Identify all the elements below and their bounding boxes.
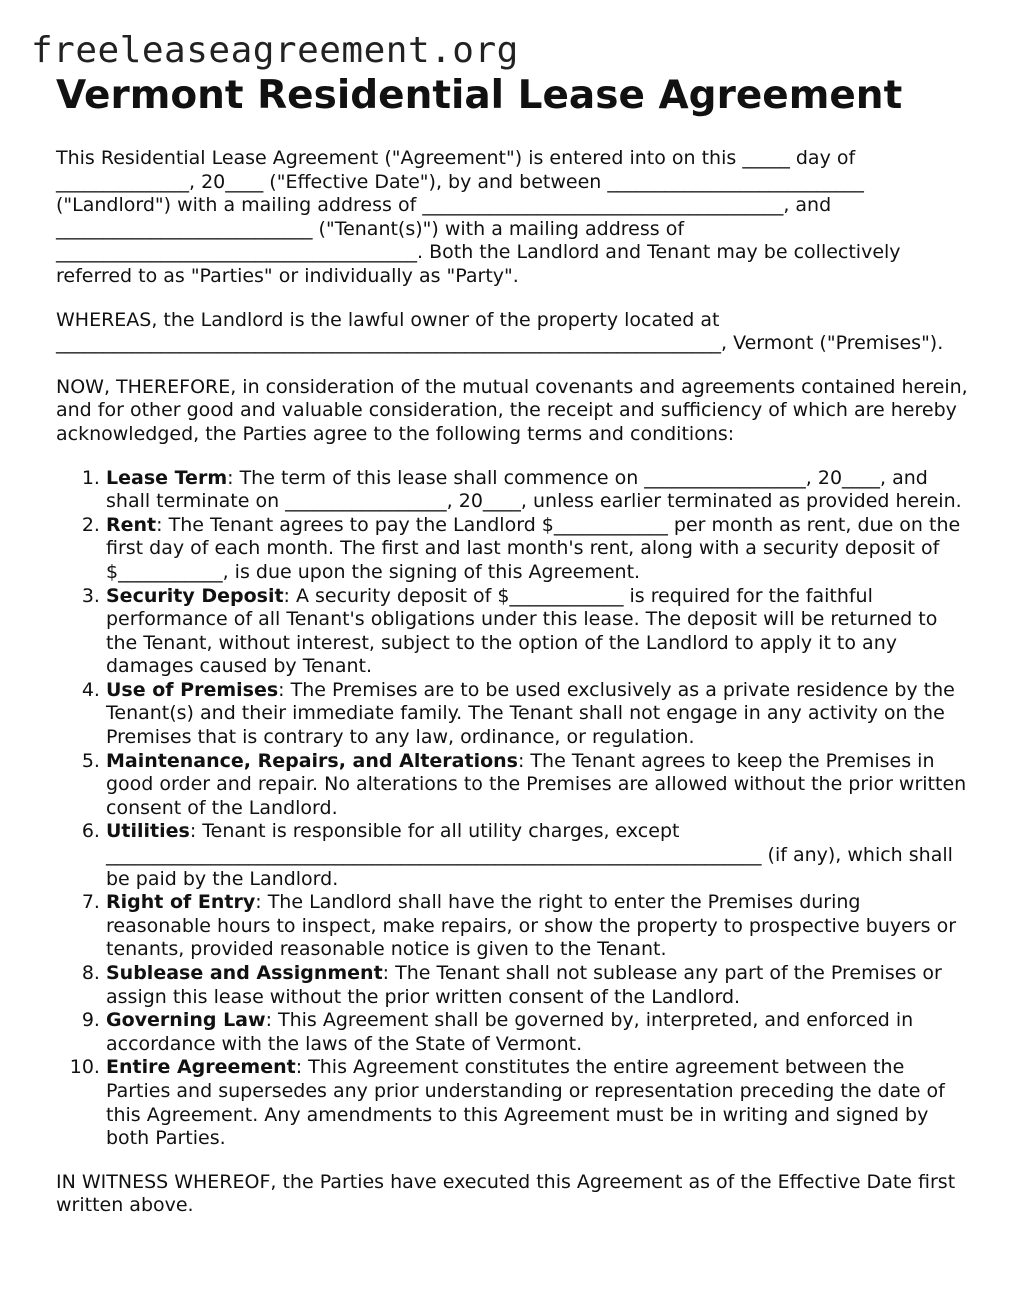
term-text: : This Agreement constitutes the entire agreement between the Parties and supersedes any prior understanding or representation preceding the date of this Agreement. Any amendments to this Agreement must be in writing and signed by both Parties. xyxy=(106,1056,945,1150)
whereas-paragraph: WHEREAS, the Landlord is the lawful owner of the property located at ______________________________________________________________________, Vermont ("Premises"). xyxy=(56,308,944,355)
term-text: : The term of this lease shall commence on _________________, 20____, and shall terminate on _________________, 20____, unless earlier terminated as provided herein. xyxy=(106,466,962,513)
term-item xyxy=(106,467,971,514)
intro-paragraph: This Residential Lease Agreement ("Agreement") is entered into on this _____ day of ______________, 20____ ("Effective Date"), by and between ___________________________ ("Landlord") with a mailing address of ______________________________________, and ___________________________ ("Tenant(s)") with a mailing address of ______________________________________. Both the Landlord and Tenant may be collectively referred to as "Parties" or individually as "Party". xyxy=(56,147,901,287)
term-heading: Utilities xyxy=(106,820,190,843)
term-item xyxy=(106,514,971,585)
term-text: : Tenant is responsible for all utility charges, except _____________________________________________________________________ (if any), which shall be paid by the Landlord. xyxy=(106,820,953,890)
term-item xyxy=(106,820,971,891)
term-item xyxy=(106,1056,971,1150)
term-heading: Maintenance, Repairs, and Alterations xyxy=(106,749,518,772)
term-item xyxy=(106,679,971,750)
term-heading: Sublease and Assignment xyxy=(106,962,383,984)
term-text: : The Landlord shall have the right to enter the Premises during reasonable hours to inspect, make repairs, or show the property to prospective buyers or tenants, provided reasonable notice is given to the Tenant. xyxy=(106,891,957,961)
term-text: : A security deposit of $____________ is required for the faithful performance of all Tenant's obligations under this lease. The deposit will be returned to the Tenant, without interest, subject to the option of the Landlord to apply it to any damages caused by Tenant. xyxy=(106,584,938,678)
term-heading: Rent xyxy=(106,513,157,536)
term-item xyxy=(106,891,971,962)
term-text: : This Agreement shall be governed by, interpreted, and enforced in accordance with the laws of the State of Vermont. xyxy=(106,1009,914,1055)
document-title: Vermont Residential Lease Agreement xyxy=(56,73,903,118)
witness-paragraph: IN WITNESS WHEREOF, the Parties have executed this Agreement as of the Effective Date first written above. xyxy=(56,1170,956,1217)
term-item xyxy=(106,1009,971,1056)
term-item xyxy=(106,962,971,1009)
term-item xyxy=(106,585,971,679)
term-text: : The Tenant shall not sublease any part of the Premises or assign this lease without the prior written consent of the Landlord. xyxy=(106,962,942,1008)
now-therefore-paragraph: NOW, THEREFORE, in consideration of the mutual covenants and agreements contained herein, and for other good and valuable consideration, the receipt and sufficiency of which are hereby acknowledged, the Parties agree to the following terms and conditions: xyxy=(56,375,968,445)
term-heading: Right of Entry xyxy=(106,891,256,914)
term-item xyxy=(106,750,971,821)
term-heading: Governing Law xyxy=(106,1009,266,1032)
document-body xyxy=(56,147,971,1238)
term-text: : The Tenant agrees to keep the Premises in good order and repair. No alterations to the Premises are allowed without the prior written consent of the Landlord. xyxy=(106,749,967,819)
term-text: : The Tenant agrees to pay the Landlord $____________ per month as rent, due on the first day of each month. The first and last month's rent, along with a security deposit of $___________, is due upon the signing of this Agreement. xyxy=(106,513,961,583)
term-heading: Entire Agreement xyxy=(106,1056,296,1079)
site-watermark: freeleaseagreement.org xyxy=(31,30,519,71)
terms-list xyxy=(56,467,971,1151)
term-heading: Security Deposit xyxy=(106,584,284,607)
term-text: : The Premises are to be used exclusively as a private residence by the Tenant(s) and their immediate family. The Tenant shall not engage in any activity on the Premises that is contrary to any law, ordinance, or regulation. xyxy=(106,678,955,749)
term-heading: Lease Term xyxy=(106,466,228,489)
term-heading: Use of Premises xyxy=(106,678,279,701)
